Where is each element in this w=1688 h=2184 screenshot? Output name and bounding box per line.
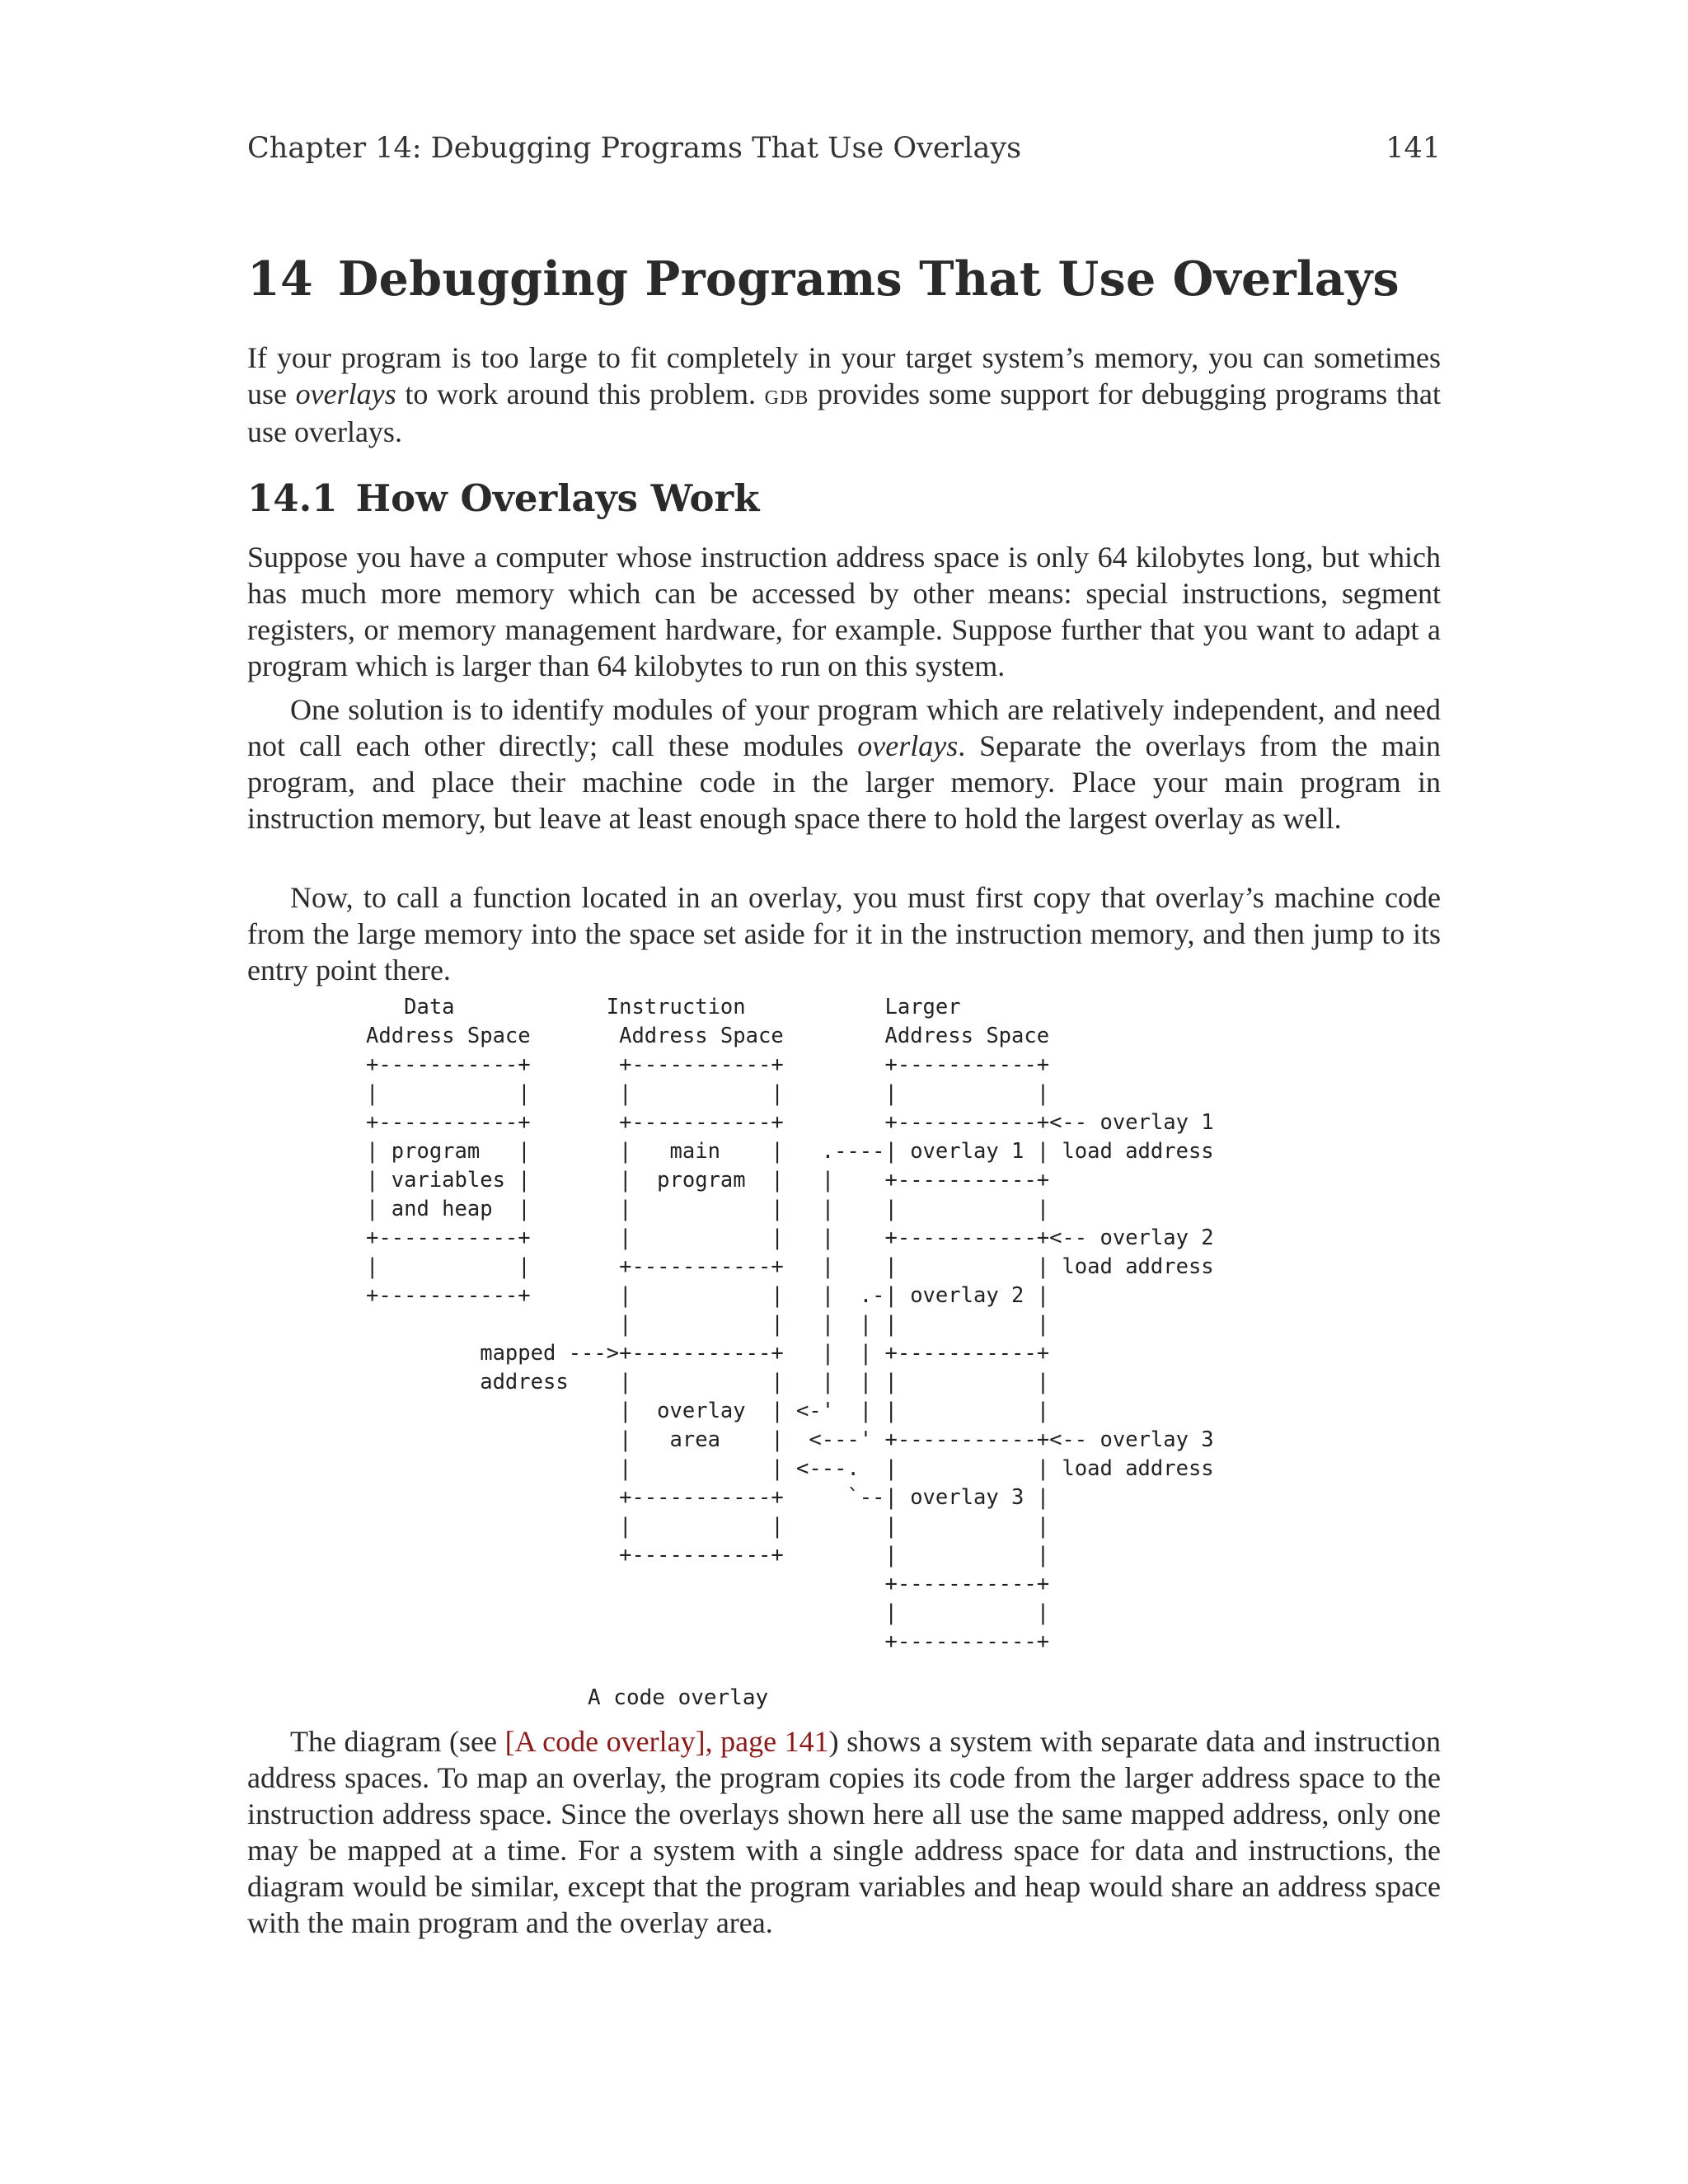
section-number: 14.1 bbox=[247, 476, 338, 520]
cross-reference-link[interactable]: [A code overlay], page 141 bbox=[504, 1725, 829, 1758]
paragraph-4 bbox=[247, 1723, 1441, 1941]
chapter-number: 14 bbox=[247, 251, 313, 307]
chapter-heading bbox=[247, 251, 1400, 307]
running-title: Chapter 14: Debugging Programs That Use Overlays bbox=[247, 132, 1022, 165]
paragraph-4-text-1: The diagram (see bbox=[290, 1725, 505, 1758]
section-heading bbox=[247, 476, 759, 520]
paragraph-2-text-2: . Separate the overlays from the main program, and place their machine code in the larger memory. Place your main program in instruction memory, but leave at least enough space there to hold the largest overlay as well. bbox=[247, 729, 1441, 835]
paragraph-2 bbox=[247, 691, 1441, 837]
running-header bbox=[247, 132, 1441, 171]
paragraph-3: Now, to call a function located in an overlay, you must first copy that overlay’s machine code from the large memory into the space set aside for it in the instruction memory, and then jump to its entry point there. bbox=[247, 881, 1441, 987]
chapter-title: Debugging Programs That Use Overlays bbox=[337, 251, 1400, 307]
intro-paragraph bbox=[247, 340, 1441, 450]
intro-text-3: provides some support for debugging programs that use overlays. bbox=[247, 377, 1441, 448]
paragraph-1: Suppose you have a computer whose instruction address space is only 64 kilobytes long, but which has much more memory which can be accessed by other means: special instructions, segment registers, or memory management hardware, for example. Suppose further that you want to adapt a program which is larger than 64 kilobytes to run on this system. bbox=[247, 541, 1441, 682]
gdb-name: gdb bbox=[764, 380, 809, 410]
intro-text-2: to work around this problem. bbox=[396, 377, 765, 410]
paragraph-2-text-1: One solution is to identify modules of your program which are relatively independent, and need not call each other directly; call these modules bbox=[247, 693, 1441, 762]
diagram-caption: A code overlay bbox=[588, 1685, 769, 1710]
code-overlay-diagram: Data Instruction Larger Address Space Address Space Address Space +-----------+ +-----------+ +-----------+ | | | | | | +-----------+ +-----------+ +-----------+<-- overlay 1 | program | | main | .----| overlay 1 | load address | variables | | program | | +-----------+ | and heap | | | | | | +-----------+ | | | +-----------+<-- overlay 2 | | +-----------+ | | | load address +-----------+ | | | .-| overlay 2 | | | | | | | mapped --->+-----------+ | | +-----------+ address | | | | | | | overlay | <-' | | | | area | <---' +-----------+<-- overlay 3 | | <---. | | load address +-----------+ `--| overlay 3 | | | | | +-----------+ | | +-----------+ | | +-----------+ bbox=[366, 995, 1214, 1654]
intro-emphasis: overlays bbox=[295, 377, 396, 410]
paragraph-2-emphasis: overlays bbox=[857, 729, 959, 762]
intro-text-1: If your program is too large to fit completely in your target system’s memory, you can sometimes use bbox=[247, 341, 1441, 410]
paragraph-4-text-2: ) shows a system with separate data and instruction address spaces. To map an overlay, the program copies its code from the larger address space to the instruction address space. Since the overlays shown here all use the same mapped address, only one may be mapped at a time. For a system with a single address space for data and instructions, the diagram would be similar, except that the program variables and heap would share an address space with the main program and the overlay area. bbox=[247, 1725, 1441, 1939]
page-number: 141 bbox=[1386, 132, 1441, 165]
section-title: How Overlays Work bbox=[355, 476, 760, 520]
